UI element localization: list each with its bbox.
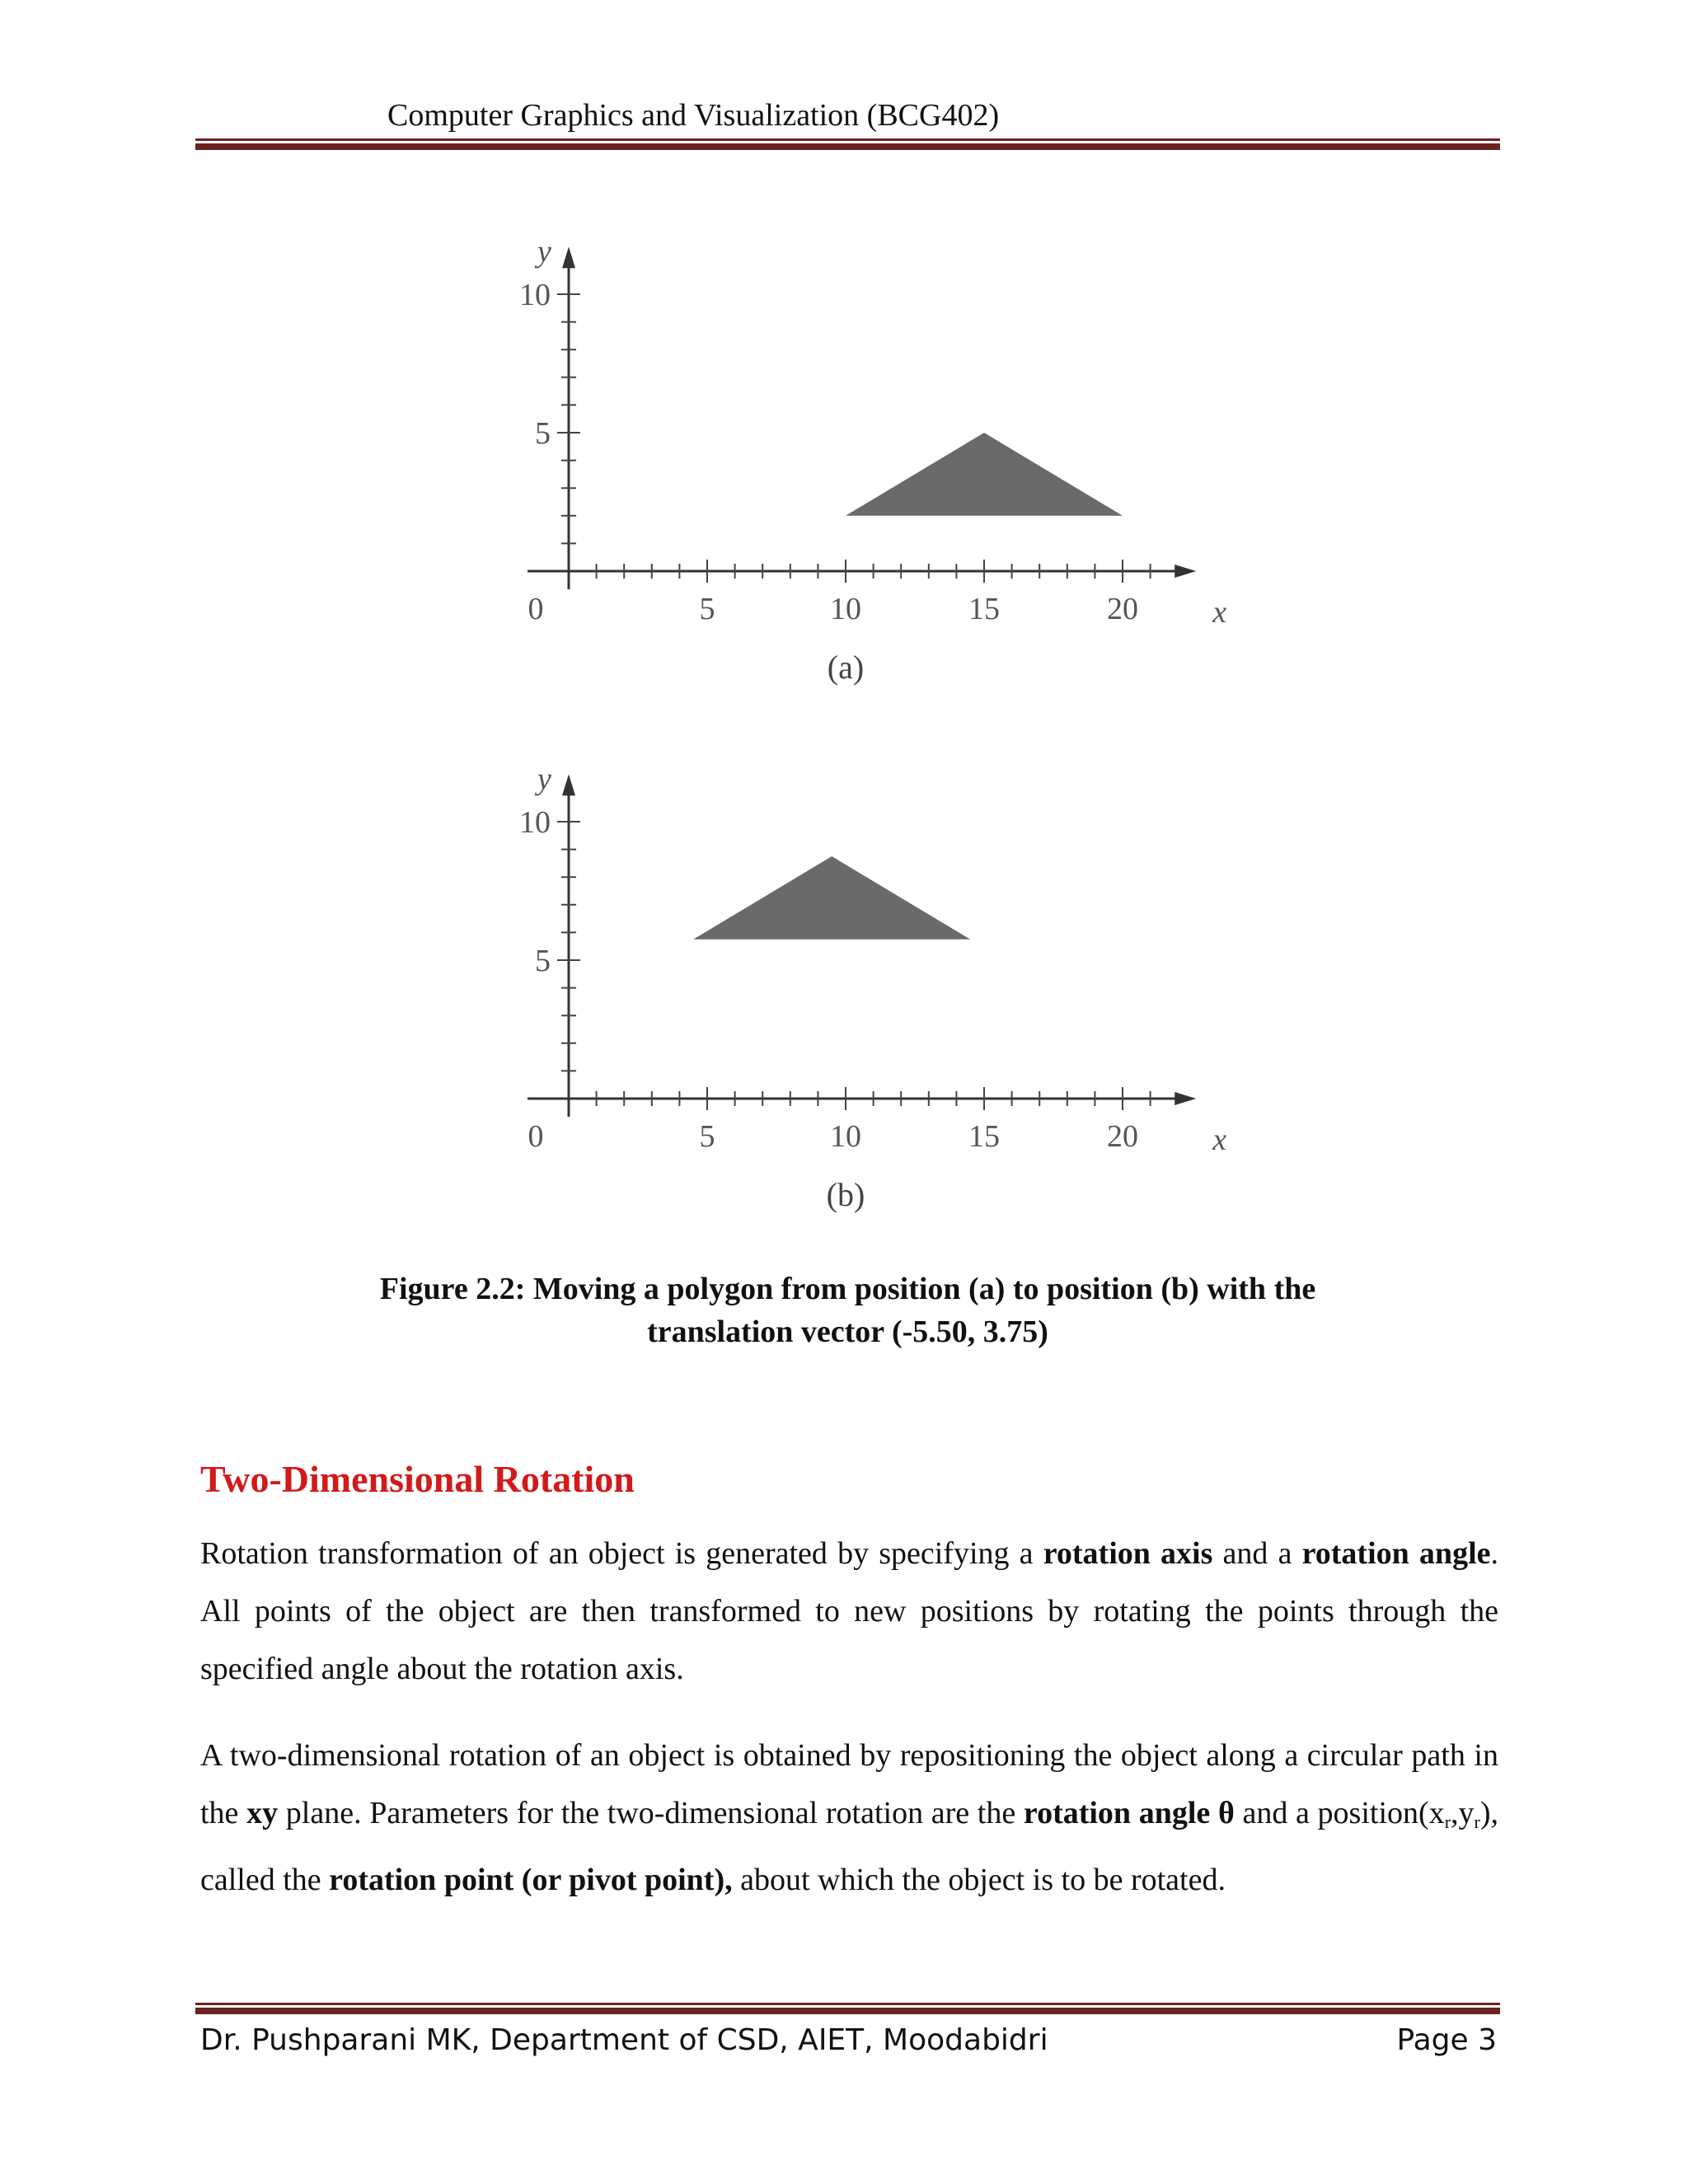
- x-tick-label: 0: [528, 1119, 544, 1154]
- x-tick-label: 15: [968, 592, 1000, 626]
- y-tick-label: 10: [519, 805, 551, 840]
- figure-caption: [195, 1268, 1500, 1353]
- y-tick-label: 10: [519, 278, 551, 312]
- page-header-title: Computer Graphics and Visualization (BCG402): [387, 98, 1000, 133]
- caption-line-2: translation vector (-5.50, 3.75): [647, 1315, 1048, 1349]
- header-rule: [195, 138, 1500, 150]
- figure-graphic: [462, 210, 1236, 1257]
- panel-b: [519, 762, 1226, 1213]
- footer-author: Dr. Pushparani MK, Department of CSD, AIET, Moodabidri: [200, 2023, 1048, 2057]
- y-axis-arrow: [562, 246, 575, 268]
- x-tick-label: 5: [699, 1119, 715, 1154]
- y-axis-arrow: [562, 774, 575, 795]
- footer-rule: [195, 2003, 1500, 2014]
- y-tick-label: 5: [535, 416, 551, 451]
- y-axis-label: y: [537, 234, 551, 269]
- panel-a: [519, 234, 1226, 686]
- paragraph-2d-rotation: A two-dimensional rotation of an object is obtained by repositioning the object along a circular path in the xy plane. Parameters for the two-dimensional rotation are the rotation angle θ and a $position(x_r,y_r)$, called the rotation point (or pivot point), about which the object is to be rotated.: [200, 1738, 1498, 1897]
- term-rotation-angle: rotation angle: [1301, 1536, 1491, 1571]
- term-xy: xy: [246, 1796, 279, 1830]
- x-tick-label: 0: [528, 592, 544, 626]
- paragraph-rotation-intro: Rotation transformation of an object is generated by specifying a rotation axis and a rotation angle. All points of the object are then transformed to new positions by rotating the points through the specified angle about the rotation axis.: [200, 1536, 1498, 1686]
- triangle-polygon: [693, 856, 970, 940]
- panel-label: (b): [826, 1176, 865, 1213]
- x-axis-arrow: [1175, 565, 1196, 578]
- figure: [462, 210, 1236, 1257]
- x-tick-label: 15: [968, 1119, 1000, 1154]
- footer-page-number: Page 3: [1396, 2023, 1497, 2057]
- x-axis-arrow: [1175, 1092, 1196, 1105]
- y-axis-label: y: [537, 762, 551, 797]
- x-axis-label: x: [1212, 1122, 1227, 1157]
- triangle-polygon: [846, 433, 1123, 516]
- x-tick-label: 20: [1107, 1119, 1138, 1154]
- x-axis-label: x: [1212, 595, 1227, 630]
- y-tick-label: 5: [535, 944, 551, 978]
- x-tick-label: 20: [1107, 592, 1138, 626]
- x-tick-label: 10: [830, 592, 861, 626]
- term-pivot-point: rotation point (or pivot point),: [329, 1863, 733, 1897]
- section-heading: Two-Dimensional Rotation: [200, 1458, 635, 1500]
- term-rotation-angle-theta: rotation angle θ: [1023, 1796, 1235, 1830]
- term-rotation-axis: rotation axis: [1043, 1536, 1213, 1571]
- x-tick-label: 10: [830, 1119, 861, 1154]
- x-tick-label: 5: [699, 592, 715, 626]
- panel-label: (a): [827, 649, 865, 686]
- caption-line-1: Figure 2.2: Moving a polygon from position (a) to position (b) with the: [379, 1272, 1316, 1306]
